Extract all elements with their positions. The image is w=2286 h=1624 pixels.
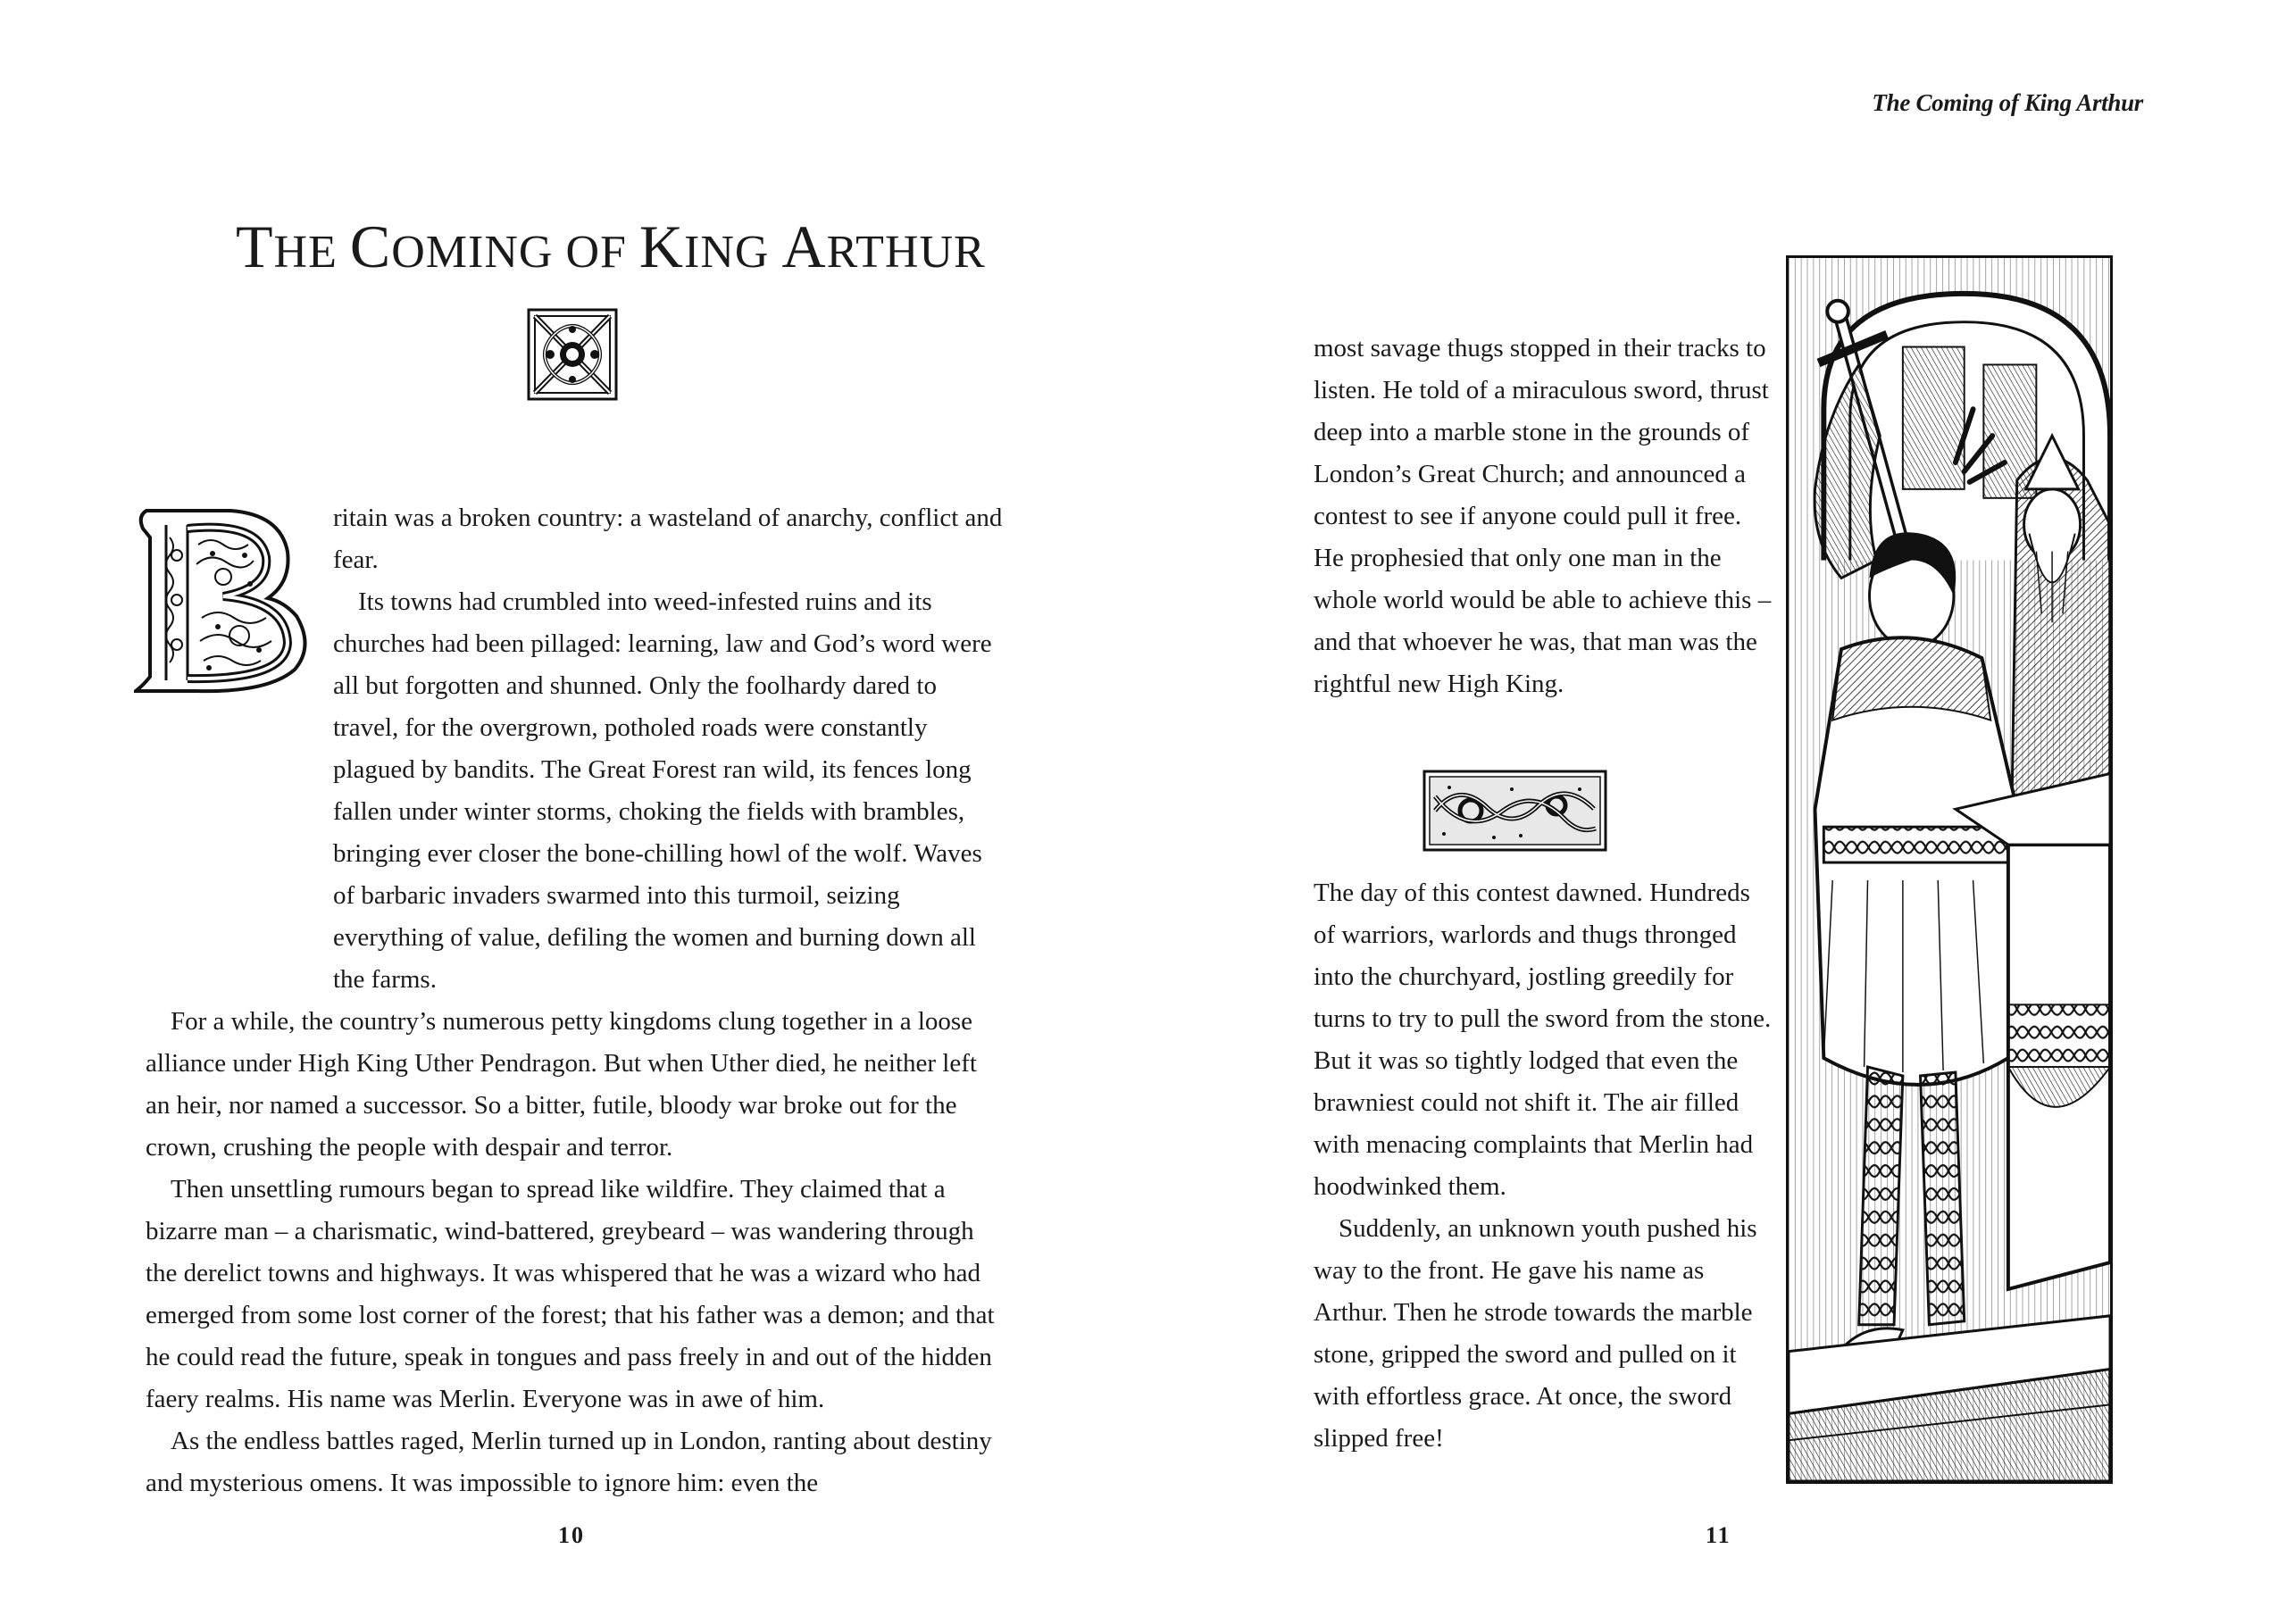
paragraph: ritain was a broken country: a wasteland of anarchy, conflict and fear. — [333, 504, 1003, 574]
paragraph: Then unsettling rumours began to spread like wildfire. They claimed that a bizarre man – a charismatic, wind-battered, greybeard – was wandering through the derelict towns and highways. It was whispered that he was a wizard who had emerged from some lost corner of the forest; that his father was a demon; and that he could read the future, speak in tongues and pass freely in and out of the hidden faery realms. His name was Merlin. Everyone was in awe of him. — [146, 1175, 995, 1413]
sword-in-stone-illustration — [1786, 255, 2113, 1484]
celtic-knot-ornament-icon — [527, 308, 618, 401]
left-body-text — [146, 497, 1003, 1504]
page-number: 11 — [1706, 1522, 1731, 1548]
page-number: 10 — [558, 1522, 585, 1548]
paragraph: Its towns had crumbled into weed-infested ruins and its churches had been pillaged: learning, law and God’s word were all but forgotten and shunned. Only the foolhardy dared to travel, for the overgrown, potholed roads were constantly plagued by bandits. The Great Forest ran wild, its fences long fallen under winter storms, choking the fields with brambles, bringing ever closer the bone-chilling howl of the wolf. Waves of barbaric invaders swarmed into this turmoil, seizing everything of value, defiling the women and burning down all the farms. — [333, 587, 992, 994]
paragraph: For a while, the country’s numerous petty kingdoms clung together in a loose alliance under High King Uther Pendragon. But when Uther died, he neither left an heir, nor named a successor. So a bitter, futile, bloody war broke out for the crown, crushing the people with despair and terror. — [146, 1007, 977, 1162]
paragraph: As the endless battles raged, Merlin turned up in London, ranting about destiny and mysterious omens. It was impossible to ignore him: even the — [146, 1427, 992, 1497]
right-body-text-top — [1314, 328, 1778, 705]
celtic-band-ornament-icon — [1422, 770, 1607, 852]
paragraph: Suddenly, an unknown youth pushed his way to the front. He gave his name as Arthur. Then he strode towards the marble stone, gripped the sword and pulled on it with effortless grace. At once, the sword slipped free! — [1314, 1214, 1757, 1453]
running-head: The Coming of King Arthur — [1872, 89, 2143, 116]
right-page — [1143, 0, 2286, 1624]
dropcap-letter: B — [241, 627, 242, 628]
paragraph: The day of this contest dawned. Hundreds of warriors, warlords and thugs thronged into the churchyard, jostling greedily for turns to try to pull the sword from the stone. But it was so tightly lodged that even the brawniest could not shift it. The air filled with menacing complaints that Merlin had hoodwinked them. — [1314, 879, 1772, 1201]
chapter-title: THE COMING OF KING ARTHUR — [236, 212, 986, 280]
paragraph: most savage thugs stopped in their tracks to listen. He told of a miraculous sword, thrust deep into a marble stone in the grounds of London’s Great Church; and announced a contest to see if anyone could pull it free. He prophesied that only one man in the whole world would be able to achieve this – and that whoever he was, that man was the rightful new High King. — [1314, 334, 1772, 698]
right-body-text-bottom — [1314, 872, 1778, 1460]
